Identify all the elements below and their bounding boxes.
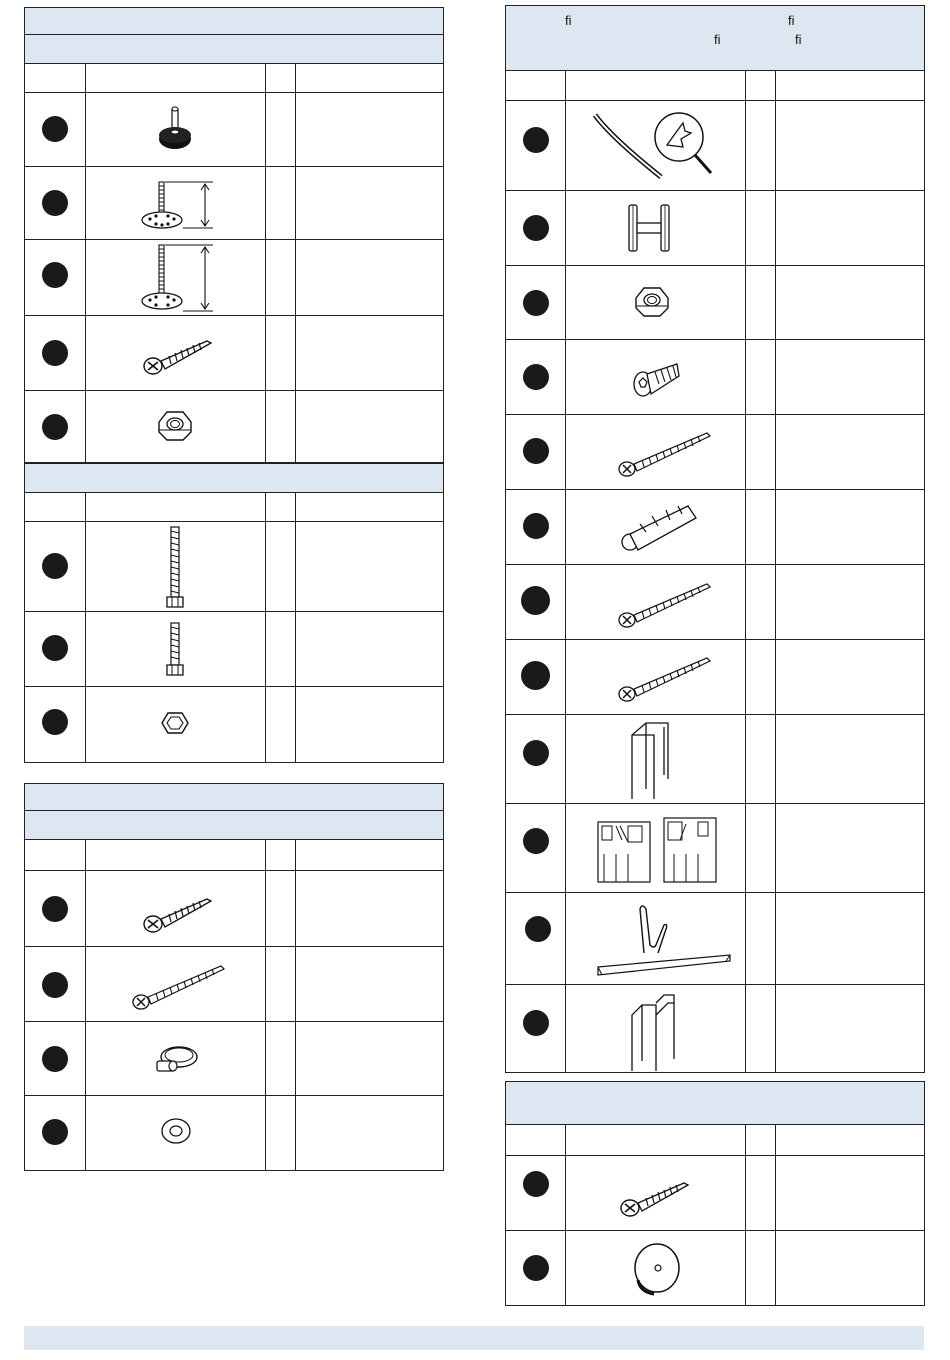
table-row bbox=[25, 1022, 443, 1096]
lock-nut-icon bbox=[155, 408, 195, 444]
table-row bbox=[25, 240, 443, 316]
table-header-row bbox=[506, 71, 924, 101]
item-marker bbox=[523, 740, 549, 766]
item-marker bbox=[42, 262, 68, 288]
item-marker bbox=[521, 586, 550, 615]
item-marker bbox=[42, 414, 68, 440]
table-row bbox=[25, 871, 443, 947]
parts-table-left-2 bbox=[24, 783, 444, 1171]
table-row bbox=[25, 687, 443, 763]
table-row bbox=[506, 1231, 924, 1307]
cover-cap-icon bbox=[630, 1240, 684, 1296]
item-marker bbox=[523, 290, 549, 316]
item-marker bbox=[42, 709, 68, 735]
hose-clamp-icon bbox=[145, 1039, 205, 1079]
countersunk-screw-icon bbox=[141, 330, 217, 378]
item-marker bbox=[525, 916, 551, 942]
table-row bbox=[506, 340, 924, 415]
item-marker bbox=[523, 513, 549, 539]
table-row bbox=[506, 1156, 924, 1231]
table-row bbox=[25, 1096, 443, 1172]
countersunk-screw-icon bbox=[618, 1172, 694, 1220]
table-title-bar bbox=[506, 6, 924, 71]
table-row bbox=[25, 316, 443, 391]
item-marker bbox=[42, 896, 68, 922]
title-text: ﬁ bbox=[795, 32, 802, 47]
long-hex-bolt-icon bbox=[155, 525, 195, 611]
item-marker bbox=[523, 1010, 549, 1036]
item-marker bbox=[523, 438, 549, 464]
item-marker bbox=[523, 828, 549, 854]
item-marker bbox=[523, 127, 549, 153]
item-marker bbox=[42, 116, 68, 142]
countersunk-screw-icon bbox=[611, 572, 721, 632]
title-text: ﬁ bbox=[565, 13, 572, 28]
clip-strip-icon bbox=[594, 901, 734, 983]
table-subtitle-bar bbox=[25, 35, 443, 64]
cap-nut-icon bbox=[632, 282, 672, 322]
long-countersunk-screw-icon bbox=[129, 954, 229, 1010]
adjustable-foot-short-icon bbox=[125, 172, 225, 238]
double-profile-icon bbox=[628, 991, 678, 1073]
item-marker bbox=[42, 190, 68, 216]
table-header-row bbox=[25, 64, 443, 93]
table-row bbox=[25, 947, 443, 1022]
table-title-bar bbox=[25, 784, 443, 811]
item-marker bbox=[523, 1171, 549, 1197]
table-header-row bbox=[506, 1125, 924, 1156]
parts-table-right-2 bbox=[505, 1081, 925, 1306]
item-marker bbox=[42, 340, 68, 366]
wall-plug-icon bbox=[616, 498, 706, 558]
short-hex-bolt-icon bbox=[155, 617, 195, 679]
table-row bbox=[506, 715, 924, 804]
table-row bbox=[506, 490, 924, 565]
table-row bbox=[25, 612, 443, 687]
item-marker bbox=[523, 1255, 549, 1281]
item-marker bbox=[42, 635, 68, 661]
table-row bbox=[25, 522, 443, 612]
corner-profile-icon bbox=[594, 814, 724, 884]
adjustable-foot-long-icon bbox=[125, 241, 225, 315]
page-footer-bar bbox=[24, 1326, 924, 1350]
flat-washer-icon bbox=[159, 1116, 193, 1146]
countersunk-screw-icon bbox=[141, 888, 217, 936]
table-subtitle-bar bbox=[25, 811, 443, 840]
table-header-row bbox=[25, 493, 443, 522]
table-row bbox=[25, 93, 443, 167]
item-marker bbox=[523, 364, 549, 390]
pan-head-screw-icon bbox=[611, 421, 721, 481]
parts-table-right-1 bbox=[505, 5, 925, 1073]
table-title-bar bbox=[25, 8, 443, 35]
item-marker bbox=[523, 215, 549, 241]
knob-icon bbox=[621, 201, 681, 257]
title-text: ﬁ bbox=[788, 13, 795, 28]
table-title-bar bbox=[25, 463, 443, 493]
table-row bbox=[506, 191, 924, 266]
leveling-foot-icon bbox=[145, 103, 205, 159]
table-header-row bbox=[25, 840, 443, 871]
pan-head-screw-icon bbox=[611, 646, 721, 706]
title-text: ﬁ bbox=[714, 32, 721, 47]
item-marker bbox=[521, 661, 550, 690]
item-marker bbox=[42, 1119, 68, 1145]
seal-strip-icon bbox=[591, 107, 721, 185]
socket-screw-icon bbox=[631, 354, 683, 402]
parts-table-left-1 bbox=[24, 7, 444, 463]
table-row bbox=[25, 391, 443, 464]
parts-table-left-1b bbox=[24, 463, 444, 763]
table-row bbox=[506, 266, 924, 340]
u-profile-icon bbox=[628, 719, 678, 801]
item-marker bbox=[42, 553, 68, 579]
table-title-bar bbox=[506, 1082, 924, 1125]
item-marker bbox=[42, 972, 68, 998]
item-marker bbox=[42, 1046, 68, 1072]
table-row bbox=[25, 167, 443, 240]
hex-nut-icon bbox=[157, 709, 193, 737]
table-row bbox=[506, 985, 924, 1074]
